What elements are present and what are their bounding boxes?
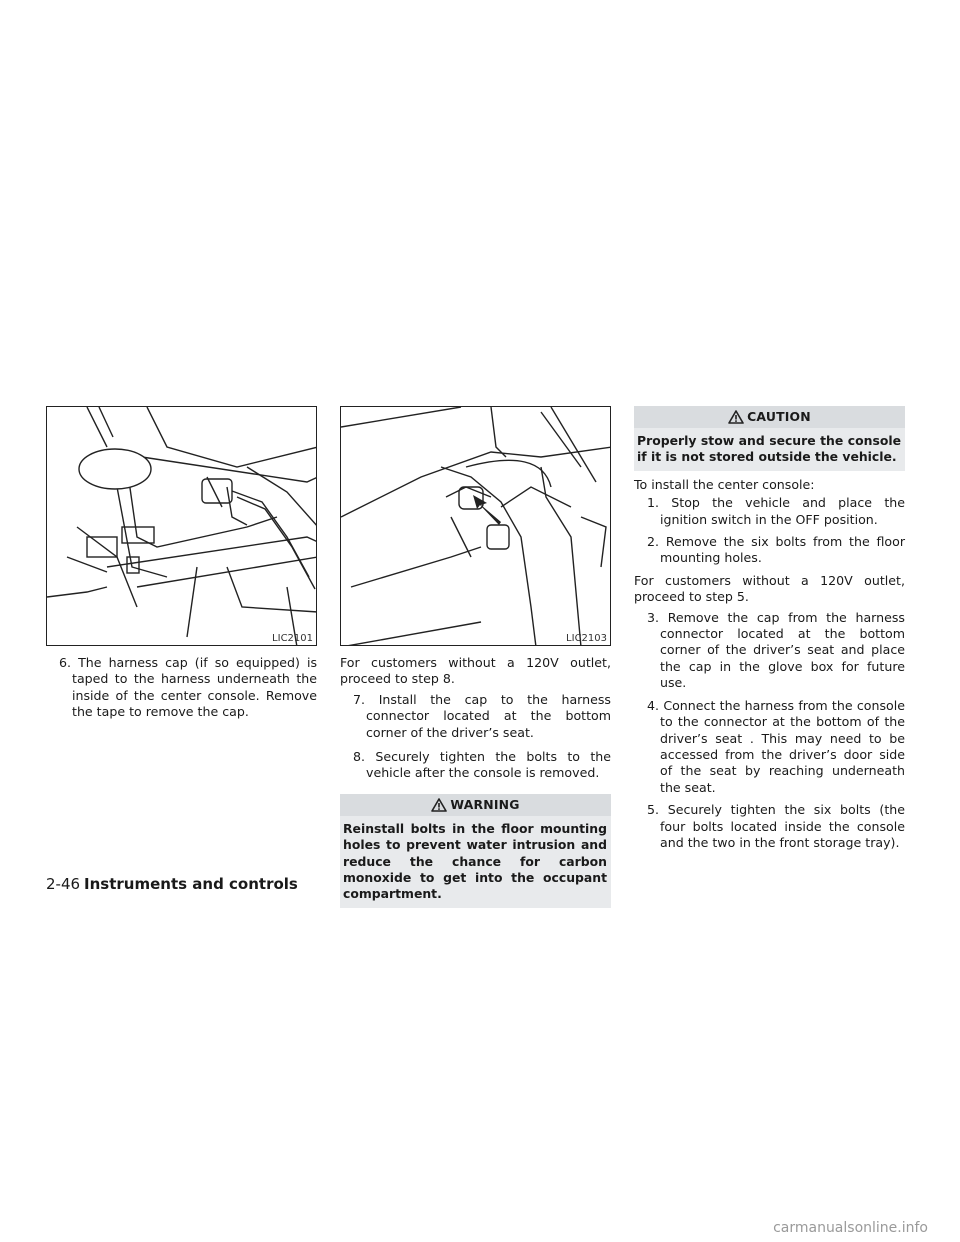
caution-triangle-icon	[728, 410, 744, 424]
warning-triangle-icon	[431, 798, 447, 812]
step-5	[634, 802, 905, 851]
page-number: 2-46	[46, 875, 81, 893]
step-3	[634, 610, 905, 692]
illustration-harness-cap	[47, 407, 317, 646]
step-number: 6.	[59, 655, 72, 670]
intro-paragraph: For customers without a 120V outlet, proceed to step 8.	[340, 655, 611, 687]
caution-label: CAUTION	[747, 408, 811, 424]
column-1	[46, 655, 317, 721]
step-number: 5.	[647, 802, 660, 818]
warning-header	[340, 794, 611, 816]
step-number: 3.	[647, 609, 660, 625]
step-number: 1.	[647, 495, 660, 511]
step-number: 8.	[353, 749, 366, 765]
illustration-seat-connector	[341, 407, 611, 646]
caution-header	[634, 406, 905, 428]
step-text: Securely tighten the bolts to the vehicle after the console is removed.	[366, 749, 611, 781]
caution-box	[634, 406, 905, 471]
page-footer	[46, 875, 298, 893]
step-text: Remove the cap from the harness connector located at the bottom corner of the driver’s seat and place the cap in the glove box for future use.	[660, 609, 905, 691]
column-3	[634, 406, 905, 851]
install-intro: To install the center console:	[634, 476, 815, 492]
step-text: Connect the harness from the console to the connector at the bottom of the driver’s seat . This may need to be accessed from the driver’s door side of the seat by reaching underneath the seat.	[660, 697, 905, 795]
step-8	[340, 749, 611, 782]
step-2	[634, 534, 905, 567]
step-number: 7.	[353, 691, 366, 707]
step-number: 2.	[647, 534, 660, 550]
step-text: The harness cap (if so equipped) is taped to the harness underneath the inside of the center console. Remove the tape to remove the cap.	[72, 655, 317, 720]
step-6	[46, 655, 317, 721]
caution-text: Properly stow and secure the console if it is not stored outside the vehicle.	[634, 428, 905, 471]
intro-paragraph-2: For customers without a 120V outlet, proceed to step 5.	[634, 572, 905, 605]
step-text: Stop the vehicle and place the ignition switch in the OFF position.	[660, 495, 905, 527]
step-text: Securely tighten the six bolts (the four bolts located inside the console and the two in the front storage tray).	[660, 802, 905, 850]
warning-box	[340, 794, 611, 908]
figure-seat-connector	[340, 406, 611, 646]
section-title: Instruments and controls	[84, 875, 298, 893]
warning-text: Reinstall bolts in the floor mounting holes to prevent water intrusion and reduce the chance for carbon monoxide to get into the occupant compartment.	[340, 816, 611, 908]
step-4	[634, 698, 905, 796]
warning-label: WARNING	[450, 796, 520, 812]
step-1	[634, 495, 905, 528]
column-2	[340, 655, 611, 908]
watermark: carmanualsonline.info	[773, 1220, 928, 1236]
step-7	[340, 692, 611, 741]
figure-code: LIC2101	[272, 633, 313, 644]
step-number: 4.	[647, 697, 660, 713]
figure-console-harness	[46, 406, 317, 646]
step-text: Install the cap to the harness connector located at the bottom corner of the driver’s seat.	[366, 691, 611, 740]
figure-code: LIC2103	[566, 633, 607, 644]
step-text: Remove the six bolts from the floor mounting holes.	[660, 534, 906, 566]
